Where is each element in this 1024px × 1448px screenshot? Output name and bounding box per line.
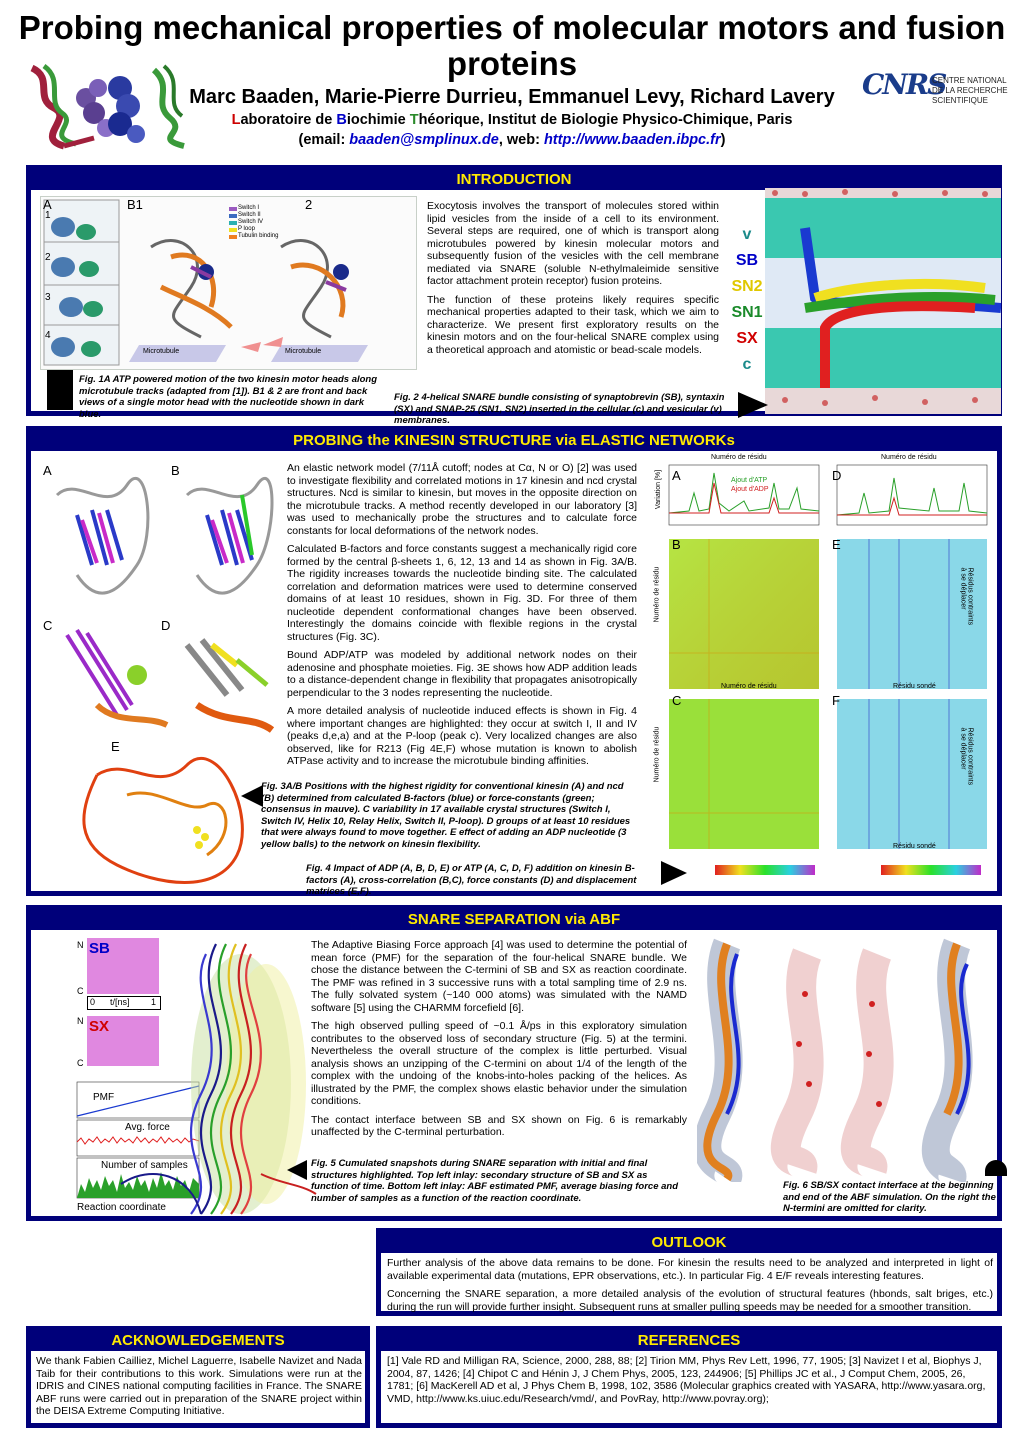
inlay-n-top: N (77, 940, 84, 950)
outlook-panel (376, 1228, 1002, 1316)
snare-text (311, 939, 687, 1145)
fig3-label-b: B (171, 463, 180, 478)
fig1-step-2: 2 (45, 252, 51, 263)
fig1-label-a: A (43, 197, 52, 212)
snare-paragraph-3: The contact interface between SB and SX shown on Fig. 6 is remarkably unaffected by the C-terminal perturbation. (311, 1113, 687, 1138)
intro-paragraph-1: Exocytosis involves the transport of molecules stored within lipid vesicles from the inside of a cell to its environment. Several steps are required, one of which is transport along microtubules powered by kinesin molecular motors and subsequently fusion of the vesicles with the cell membrane mediated via SNARE (soluble N-ethylmaleimide sensitive factor attachment protein receptor) fusion proteins. (427, 200, 719, 287)
intro-paragraph-2: The function of these proteins likely requires specific mechanical properties adapted to their task, which we aim to characterize. We present first exploratory results on the kinesin motors and on the four-helical SNARE complex using a theoretical approach and atomistic or bead-scale models. (427, 293, 719, 356)
inlay-sb-label: SB (89, 940, 110, 957)
lab-letter-t: T (409, 112, 419, 128)
fig1-step-4: 4 (45, 330, 51, 341)
fig6-contact-image (697, 934, 1003, 1182)
inlay-c-bottom: C (77, 1058, 84, 1068)
avg-force-label: Avg. force (125, 1122, 170, 1133)
fig1-legend (238, 205, 278, 240)
legend-switch-1: Switch I (238, 205, 260, 211)
cnrs-logo (862, 66, 1012, 118)
contact-text-2: , web: (498, 132, 544, 148)
fig4-legend-atp: Ajout d'ATP (731, 477, 768, 484)
fig1-microtubule-2: Microtubule (285, 348, 322, 355)
fig4-left-axis-b: Numéro de résidu (653, 566, 661, 623)
fig2-label-sn2: SN2 (731, 278, 763, 295)
legend-switch-2: Switch II (238, 212, 261, 218)
snare-panel (26, 905, 1002, 1221)
kinesin-panel (26, 426, 1002, 896)
fig1-step-3: 3 (45, 292, 51, 303)
outlook-paragraph-1: Further analysis of the above data remains to be done. For kinesin the results need to be analyzed and interpreted in light of available experimental data (mutations, EPR observations, etc.). In particular Fig. 4 E/F reveals interesting features. (387, 1257, 993, 1282)
fig6-caption: Fig. 6 SB/SX contact interface at the beginning and end of the ABF simulation. On the right the N-termini are omitted for clarity. (783, 1180, 996, 1214)
email-link[interactable]: baaden@smplinux.de (349, 132, 499, 148)
web-link[interactable]: http://www.baaden.ibpc.fr (543, 132, 721, 148)
cnrs-logo-mark: CNRS (862, 68, 946, 101)
kinesin-paragraph-3: Bound ADP/ATP was modeled by additional network nodes on their adenosine and phosphate moieties. Fig. 3E shows how ADP addition leads to a distance-dependent change in flexibility that propagates anisotropically perpendicular to the 3 nodes representing the nucleotide. (287, 649, 637, 699)
fig4-matrices (649, 453, 1001, 893)
fig5-caption: Fig. 5 Cumulated snapshots during SNARE separation with initial and final structures highlighted. Top left inlay: secondary structure of SB and SX as function of time. Bottom left inlay: ABF estimated PMF, average biasing force and number of samples as a function of the reaction coordinate. (311, 1158, 679, 1204)
fig4-top-axis-right: Numéro de résidu (881, 454, 937, 461)
outlook-paragraph-2: Concerning the SNARE separation, a more detailed analysis of the evolution of structural features (hbonds, salt briges, etc.) during the run will provide further insight. Subsequent runs at smaller pulling speeds may be needed for a smoother transition. (387, 1288, 993, 1313)
fig4-label-b: B (672, 537, 681, 552)
fig4-right-axis-e: Résidus contraints à se déplacer (959, 567, 974, 626)
fig3-label-a: A (43, 463, 52, 478)
fig2-label-c: c (742, 356, 752, 373)
fig2-label-sb: SB (735, 252, 759, 269)
lab-letter-b: B (336, 112, 347, 128)
fig3-structures (37, 455, 287, 895)
references-text: [1] Vale RD and Milligan RA, Science, 2000, 288, 88; [2] Tirion MM, Phys Rev Lett, 1996, 77, 1905; [3] Navizet I et al, Biophys J, 2004, 87, 1426; [4] Chipot C and Hénin J, J Chem Phys, 2005, 123, 244906; [5] Phillips JC et al., J Comput Chem, 2005, 26, 1781; [6] MacKerell AD et al, J Phys Chem B, 1998, 102, 3586 (Molecular graphics created with YASARA, http://www.yasara.org, VMD, http://www.ks.uiuc.edu/Research/vmd/, and PovRay, http://www.povray.org); (387, 1355, 986, 1405)
fig3-caption: Fig. 3A/B Positions with the highest rigidity for conventional kinesin (A) and ncd (B) determined from calculated B-factors (blue) or force-constants (green; consensus in mauve). C variability in 17 available crystal structures (Switch I, Switch IV, Helix 10, Relay Helix, Switch II, P-loop). D groups of at least 10 residues that were always found to move together. E effect of adding an ADP nucleotide (3 yellow balls) to the network on kinesin flexibility. (261, 781, 631, 850)
legend-tubulin-binding: Tubulin binding (238, 233, 279, 239)
acknowledgements-text: We thank Fabien Cailliez, Michel Laguerre, Isabelle Navizet and Nada Taib for their contributions to this work. Simulations were run at the IDRIS and CINES national computing facilities in France. The SNARE ABF runs were carried out in preparation of the SNARE project within the DEISA Extreme Computing Initiative. (36, 1355, 362, 1417)
contact-text-3: ) (720, 132, 726, 148)
fig3-label-e: E (111, 739, 120, 754)
kinesin-heading: PROBING the KINESIN STRUCTURE via ELASTIC NETWORKs (31, 431, 997, 451)
lab-part-2: iochimie (346, 112, 410, 128)
fig3-label-d: D (161, 618, 171, 633)
kinesin-paragraph-2: Calculated B-factors and force constants suggest a mechanically rigid core formed by the central β-sheets 1, 6, 12, 13 and 14 as shown in Fig. 3A/B. The rigidity increases towards the nucleotide binding site. The calculated correlation and deformation matrices were used to determine conserved domains of at least 10 residues, shown in Fig. 3D. For three of them nucleotide dependent conformational changes have been observed. Interestingly the domains coincide with flexible regions in the crystal structures (Fig. 3C). (287, 543, 637, 643)
lab-part-3: héorique, Institut de Biologie Physico-Chimique, Paris (418, 112, 793, 128)
reaction-coordinate-label: Reaction coordinate (77, 1202, 166, 1213)
fig5-arrow-icon (287, 1160, 307, 1180)
fig2-label-v: v (742, 226, 752, 243)
fig2-arrow-icon (738, 392, 768, 418)
references-panel (376, 1326, 1002, 1428)
fig1-microtubule-1: Microtubule (143, 348, 180, 355)
outlook-heading: OUTLOOK (381, 1233, 997, 1253)
fig2-snare-image (765, 188, 1001, 414)
lab-letter-l: L (231, 112, 241, 128)
poster-title: Probing mechanical properties of molecular motors and fusion proteins (18, 9, 1006, 82)
authors: Marc Baaden, Marie-Pierre Durrieu, Emmanuel Levy, Richard Lavery (189, 86, 835, 108)
fig2-labels (729, 222, 765, 378)
fig4-left-axis-c: Numéro de résidu (653, 726, 661, 783)
legend-p-loop: P loop (238, 226, 255, 232)
fig1-step-1: 1 (45, 210, 51, 221)
legend-switch-4: Switch IV (238, 219, 264, 225)
fig4-legend-adp: Ajout d'ADP (731, 486, 769, 493)
fig2-label-sn1: SN1 (731, 304, 763, 321)
introduction-heading: INTRODUCTION (31, 170, 997, 190)
fig4-residu-label-b: Numéro de résidu (721, 683, 777, 690)
outlook-text (387, 1257, 993, 1319)
kinesin-paragraph-4: A more detailed analysis of nucleotide induced effects is shown in Fig. 4 where important changes are highlighted: they occur at switch I, II and IV (peaks d,e,a) and at the P-loop (peak c). Very localized changes are also observed, like for R213 (Fig 4E,F) whose mutation is known to abolish ATPase activity and to increase the microtubule binding affinities. (287, 705, 637, 767)
fig2-label-sx: SX (736, 330, 758, 347)
fig1-caption: Fig. 1A ATP powered motion of the two kinesin motor heads along microtubule tracks (adapted from [1]). B1 & 2 are front and back views of a single motor head with the nucleotide shown in dark blue. (79, 374, 378, 420)
fig1-kinesin-image (40, 196, 417, 370)
snare-heading: SNARE SEPARATION via ABF (31, 910, 997, 930)
pmf-label: PMF (93, 1092, 115, 1103)
fig4-variation-label: Variation [%] (655, 469, 663, 510)
fig4-top-axis-left: Numéro de résidu (711, 454, 767, 461)
inlay-t0: 0 (90, 997, 96, 1007)
fig4-label-f: F (832, 693, 840, 708)
inlay-n-bottom: N (77, 1016, 84, 1026)
fig4-label-a: A (672, 468, 681, 483)
fig6-arrow-icon (985, 1160, 1007, 1176)
fig4-sonde-label-f: Résidu sondé (893, 843, 936, 850)
inlay-c-top: C (77, 986, 84, 996)
contact-line (0, 132, 1024, 148)
introduction-panel (26, 165, 1002, 426)
kinesin-text (287, 462, 637, 774)
fig1-label-b1: B1 (127, 197, 143, 212)
acknowledgements-panel (26, 1326, 370, 1428)
fig2-caption: Fig. 2 4-helical SNARE bundle consisting of synaptobrevin (SB), syntaxin (SX) and SNAP-25 (SN1, SN2) inserted in the cellular (c) and vesicular (v) membranes. (394, 392, 725, 426)
fig4-caption: Fig. 4 Impact of ADP (A, B, D, E) or ATP (A, C, D, F) addition on kinesin B-factors (A), cross-correlation (B,C), force constants (D) and displacement matrices (E,F). (306, 863, 637, 897)
fig1-arrow-icon (47, 370, 73, 410)
inlay-sx-label: SX (89, 1018, 110, 1035)
kinesin-paragraph-1: An elastic network model (7/11Å cutoff; nodes at Cα, N or O) [2] was used to investigate flexibility and correlated motions in 17 kinesin and ncd crystal structures. Ncd is similar to kinesin, but moves in the opposite direction on the microtubule tracks. A method recently developed in our laboratory [3] was used to mechanically probe the structures and to calculate force constants for local deformations of the network nodes. (287, 462, 637, 537)
fig1-label-2: 2 (305, 197, 313, 212)
inlay-t1: 1 (150, 997, 156, 1007)
snare-paragraph-1: The Adaptive Biasing Force approach [4] was used to determine the potential of mean force (PMF) for the separation of the four-helical SNARE bundle. We chose the distance between the C-termini of SB and SX as reaction coordinate. The PMF was refined in 3 successive runs with a total sampling time of 2.9 ns. The fully solvated system (~140 000 atoms) was simulated with the NAMD software [5] using the CHARMM forcefield [6]. (311, 939, 687, 1014)
intro-text (427, 200, 719, 362)
fig4-label-c: C (672, 693, 682, 708)
references-heading: REFERENCES (381, 1331, 997, 1351)
fig3-arrow-icon (241, 785, 263, 807)
fig4-label-e: E (832, 537, 841, 552)
acknowledgements-heading: ACKNOWLEDGEMENTS (31, 1331, 365, 1351)
fig4-sonde-label-e: Résidu sondé (893, 683, 936, 690)
num-samples-label: Number of samples (101, 1160, 188, 1171)
fig3-label-c: C (43, 618, 53, 633)
snare-paragraph-2: The high observed pulling speed of ~0.1 Å/ps in this exploratory simulation contributes to the observed loss of secondary structure (Fig. 5) at the termini. Nevertheless the overall structure of the complex is little perturbed. Visual analysis shows an unzipping of the C-termini on about 1/4 of the length of the complex with the undoing of the knobs-into-holes packing of the helices. As illustrated by the PMF, the complex shows elastic behavior under the simulation conditions. (311, 1020, 687, 1107)
cnrs-logo-name: CENTRE NATIONAL DE LA RECHERCHE SCIENTIFIQUE (932, 76, 1008, 105)
contact-text-1: (email: (298, 132, 350, 148)
lab-part-1: aboratoire de (240, 112, 337, 128)
fig4-right-axis-f: Résidus contraints à se déplacer (959, 727, 974, 786)
inlay-t-label: t/[ns] (110, 997, 130, 1007)
fig4-label-d: D (832, 468, 842, 483)
